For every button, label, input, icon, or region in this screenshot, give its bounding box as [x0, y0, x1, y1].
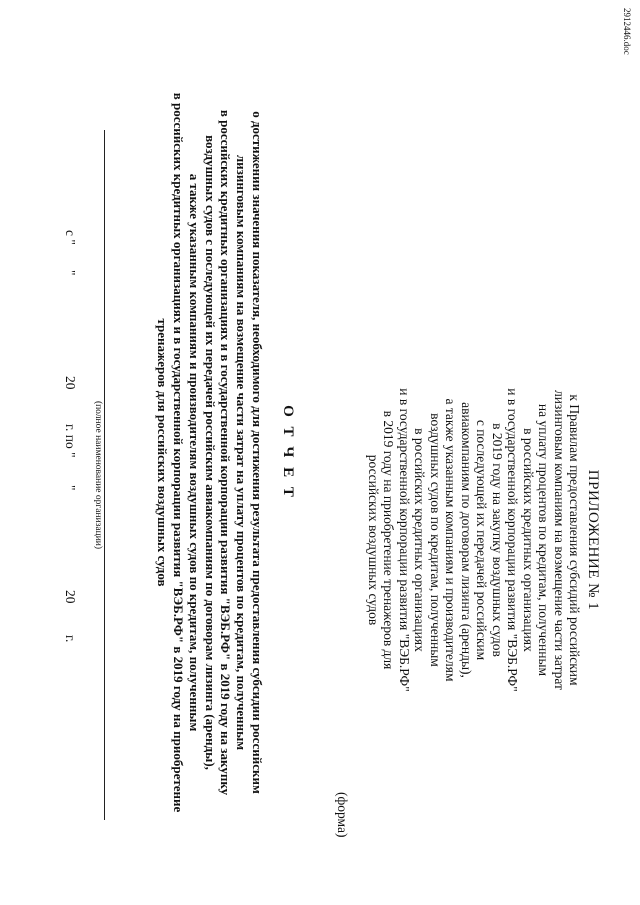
organization-name-caption: (полное наименование организации) [93, 400, 103, 550]
period-from-prefix: с " [63, 230, 78, 245]
report-description-line: воздушных судов с последующей их передачей российским авиакомпаниям по договорам лизинга (аренды), [202, 135, 218, 770]
report-description-line: тренажеров для российских воздушных судов [155, 318, 171, 587]
appendix-line: и в государственной корпорации развития "ВЭБ.РФ" [397, 388, 412, 692]
appendix-line: к Правилам предоставления субсидий российским [567, 394, 583, 686]
appendix-line: в российских кредитных организациях [412, 428, 428, 652]
period-to-year-prefix: 20 [63, 590, 78, 604]
period-to-quote-close: " [63, 485, 78, 491]
appendix-header-block [366, 340, 601, 740]
report-description-line: в российских кредитных организациях и в государственной корпорации развития "ВЭБ.РФ" в 2019 году на приобретение [171, 92, 187, 813]
report-description-line: лизинговым компаниям на возмещение части затрат на уплату процентов по кредитам, полученным [234, 154, 250, 751]
appendix-line: воздушных судов по кредитам, полученным [428, 413, 443, 667]
document-file-code: 2912446.doc [622, 8, 632, 55]
appendix-line: авиакомпаниям по договорам лизинга (аренды), [459, 402, 474, 678]
reporting-period-line [58, 0, 78, 905]
period-to-year-suffix: г. [63, 635, 78, 643]
appendix-line: в российских кредитных организациях [521, 428, 536, 652]
organization-name-field-line [104, 130, 105, 820]
appendix-line: и в государственной корпорации развития "ВЭБ.РФ" [505, 388, 521, 692]
appendix-line: в 2019 году на приобретение тренажеров для [381, 410, 397, 670]
form-note: (форма) [335, 792, 350, 838]
period-from-year-prefix: 20 [63, 376, 78, 390]
appendix-title: ПРИЛОЖЕНИЕ № 1 [585, 469, 601, 611]
period-from-year-suffix: г. по " [63, 424, 78, 458]
appendix-line: российских воздушных судов [366, 454, 381, 626]
report-title: О Т Ч Е Т [280, 405, 296, 500]
report-description-line: а также указанным компаниям и производителям воздушных судов по кредитам, полученным [186, 173, 202, 732]
appendix-line: в 2019 году на закупку воздушных судов [490, 423, 505, 657]
appendix-line: на уплату процентов по кредитам, полученным [536, 403, 552, 677]
report-description-line: в российских кредитных организациях и в государственной корпорации развития "ВЭБ.РФ" в 2019 году на закупку [218, 109, 234, 796]
appendix-line: лизинговым компаниям на возмещение части затрат [552, 390, 567, 690]
appendix-line: с последующей их передачей российским [474, 419, 490, 661]
period-from-quote-close: " [63, 270, 78, 276]
appendix-line: а также указанным компаниям и производителям [443, 398, 459, 682]
report-description-line: о достижении значения показателя, необходимого для достижения результата предоставления субсидии российским [250, 111, 265, 794]
report-description [154, 0, 265, 905]
